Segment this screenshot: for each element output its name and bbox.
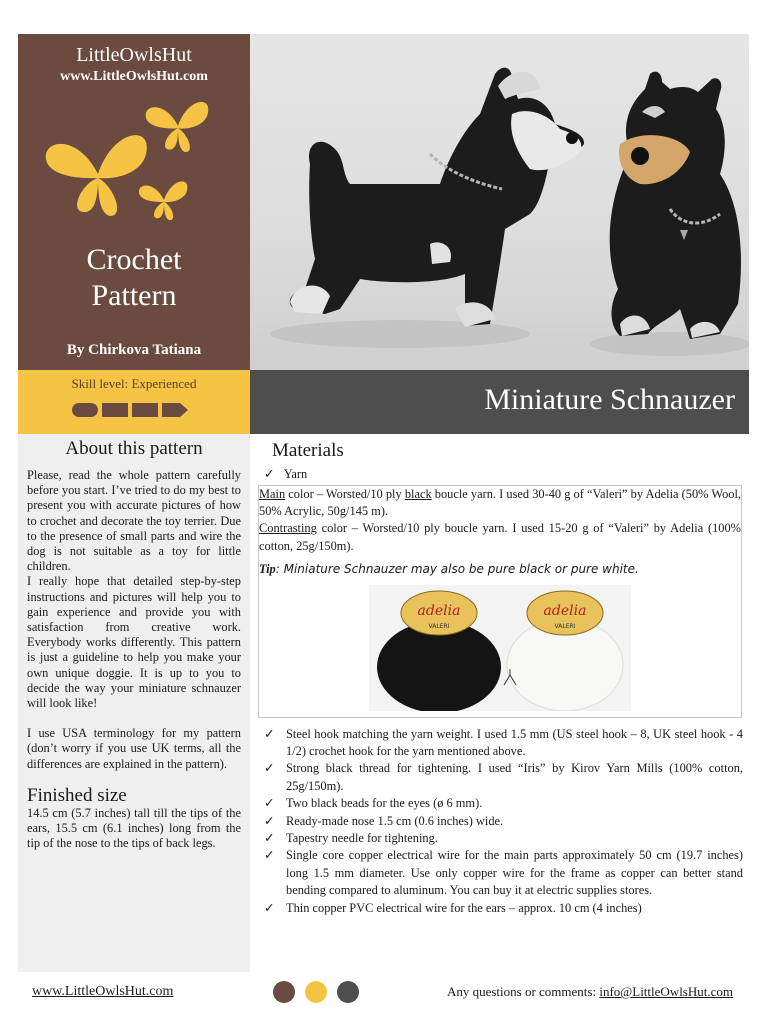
check-icon: ✓ (264, 900, 275, 915)
yarn-label-brand-right: adelia (543, 602, 587, 619)
brand-url[interactable]: www.LittleOwlsHut.com (60, 69, 208, 84)
list-item: ✓ Strong black thread for tightening. I used “Iris” by Kirov Yarn Mills (100% cotton, 25g/150m). (264, 761, 743, 793)
schnauzer-photo (250, 34, 749, 370)
materials-heading: Materials (272, 440, 344, 461)
skill-level-meter (72, 402, 188, 418)
color-dots-icon (272, 980, 372, 1004)
contact-email-link[interactable]: info@LittleOwlsHut.com (599, 984, 733, 999)
yarn-details-box (258, 485, 742, 718)
check-icon: ✓ (264, 796, 275, 811)
finished-size-text: 14.5 cm (5.7 inches) tall till the tips of the ears, 15.5 cm (6.1 inches) long from the tip of the nose to the tips of back legs. (27, 805, 241, 851)
yarn-photo (369, 585, 631, 711)
materials-list (258, 726, 743, 917)
finished-size-heading: Finished size (27, 784, 127, 806)
list-item: ✓ Tapestry needle for tightening. (258, 830, 743, 847)
footer-url-link[interactable]: www.LittleOwlsHut.com (32, 984, 174, 999)
author-name: By Chirkova Tatiana (66, 342, 202, 358)
yarn-item: ✓ Yarn (264, 467, 308, 481)
about-panel (18, 434, 250, 972)
materials-section (258, 440, 743, 917)
yarn-label-brand-left: adelia (417, 602, 461, 619)
butterflies-logo-icon (40, 92, 230, 232)
check-icon: ✓ (264, 467, 275, 481)
main-color-text: Main color – Worsted/10 ply black boucle yarn. I used 30-40 g of “Valeri” by Adelia (50% Wool, 50% Acrylic, 50g/145 m). (259, 486, 741, 518)
page-title: Miniature Schnauzer (484, 383, 735, 416)
check-icon: ✓ (264, 830, 275, 845)
about-paragraph-2: I really hope that detailed step-by-step instructions and pictures will help you to gain experience and provide you with satisfaction from creative work. Everybody works differently. This pattern is just a guideline to help you make your own unique doggie. It is up to you to decide the way your miniature schnauzer will look like! (27, 574, 241, 711)
yarn-label-name-right: VALERI (554, 622, 576, 630)
yarn-label-name-left: VALERI (428, 622, 450, 630)
check-icon: ✓ (264, 848, 275, 863)
skill-bar-2 (102, 403, 128, 417)
list-item: ✓ Thin copper PVC electrical wire for the ears – approx. 10 cm (4 inches) (258, 900, 743, 917)
about-heading: About this pattern (65, 438, 203, 459)
title-bar (250, 370, 749, 434)
about-paragraph-1: Please, read the whole pattern carefully before you start. I’ve tried to do my best to present you with accurate pictures of how to crochet and decorate the toy terrier. Due to the presence of small parts and wire the dog is not suitable as a toy for little children. (27, 468, 241, 574)
crochet-pattern-heading: Crochet Pattern (86, 243, 182, 312)
schnauzer-dolls-image (250, 34, 749, 370)
list-item: ✓ Single core copper electrical wire for the main parts approximately 50 cm (19.7 inches) long 1.5 mm diameter. Use only copper wire for the frame as copper can better stand bending compared to aluminum. You can buy it at electric supplies stores. (264, 848, 743, 898)
skill-bar-3 (132, 403, 158, 417)
check-icon: ✓ (264, 726, 275, 741)
brand-name: LittleOwlsHut (76, 44, 192, 66)
skill-level-label: Skill level: Experienced (71, 376, 197, 391)
footer-contact: Any questions or comments: info@LittleOwlsHut.com (446, 984, 733, 999)
list-item: ✓ Ready-made nose 1.5 cm (0.6 inches) wide. (258, 813, 743, 830)
brand-panel (18, 34, 250, 370)
tip-text: Tip: Miniature Schnauzer may also be pure black or pure white. (259, 562, 639, 577)
check-icon: ✓ (264, 761, 275, 776)
list-item: ✓ Steel hook matching the yarn weight. I used 1.5 mm (US steel hook – 8, UK steel hook - 4 1/2) crochet hook for the yarn mentioned above. (264, 726, 743, 758)
contrasting-color-text: Contrasting color – Worsted/10 ply boucle yarn. I used 15-20 g of “Valeri” by Adelia (100% cotton, 25g/150m). (259, 521, 741, 553)
skill-level-panel (18, 370, 250, 434)
skill-bar-4 (162, 403, 188, 417)
check-icon: ✓ (264, 813, 275, 828)
about-paragraph-3: I use USA terminology for my pattern (don’t worry if you use UK terms, all the differences are explained in the pattern). (27, 726, 241, 771)
list-item: ✓ Two black beads for the eyes (ø 6 mm). (258, 795, 743, 812)
footer (18, 972, 749, 1008)
skill-bar-1 (72, 403, 98, 417)
